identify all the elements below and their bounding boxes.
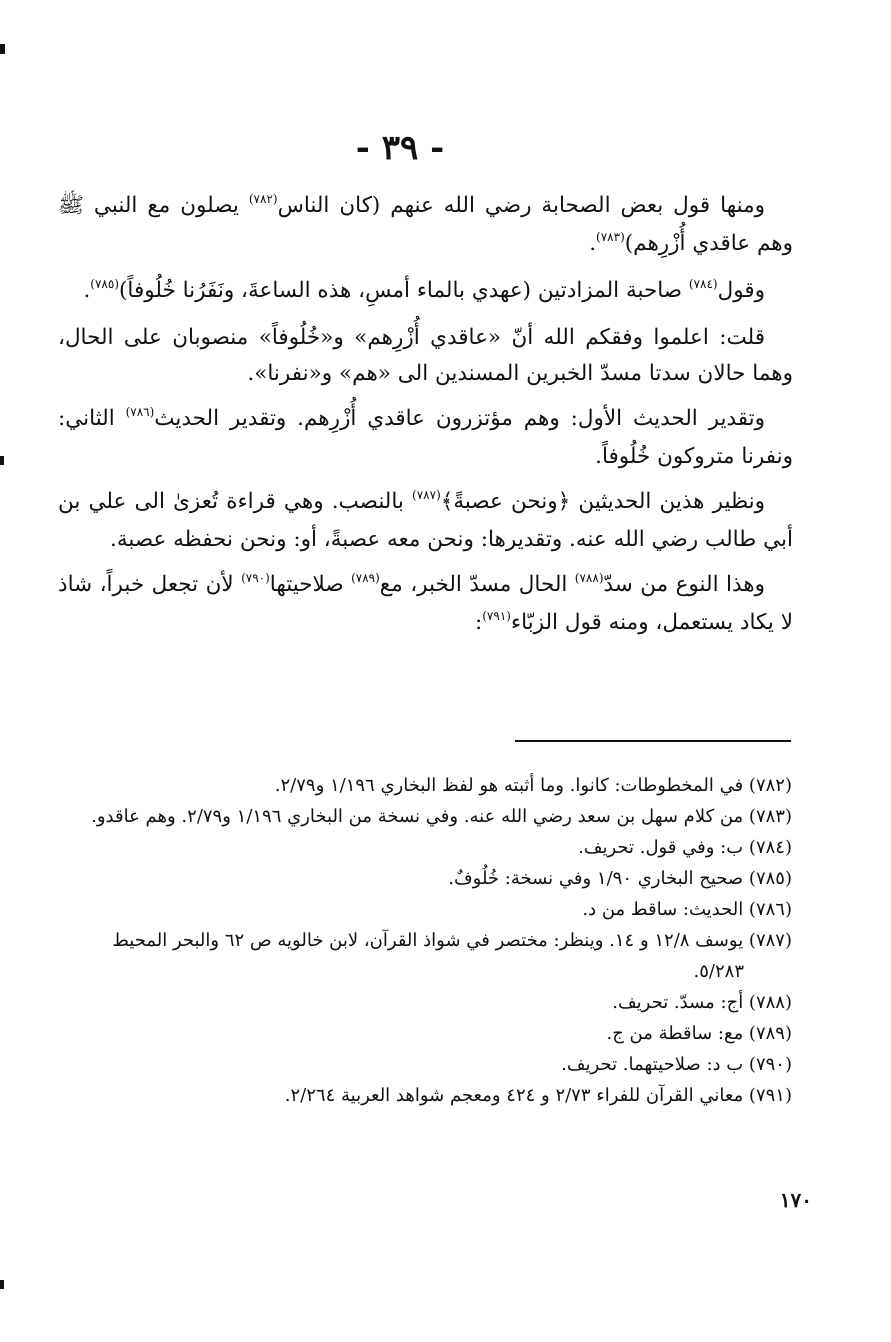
paragraph-text: . (83, 278, 91, 303)
paragraph-text: ونظير هذين الحديثين ﴿ونحن عصبةً﴾ (440, 489, 765, 514)
paragraph-text: صلاحيتها (269, 572, 352, 597)
footnote: (٧٨٦) الحديث: ساقط من د. (582, 899, 792, 920)
paragraph-text: الثاني: ونفرنا متروكون خُلُوفاً. (58, 406, 793, 469)
page-number: ١٧٠ (779, 1188, 812, 1212)
body-paragraph (58, 567, 793, 643)
paragraph-text: بالنصب. وهي قراءة تُعزىٰ الى علي بن أبي طالب رضي الله عنه. وتقديرها: ونحن معه عصبةً، أو: ونحن نحفظه عصبة. (58, 489, 793, 552)
footnote: (٧٨٥) صحيح البخاري ١/٩٠ وفي نسخة: خُلُوفٌ. (448, 868, 792, 889)
footnote-reference: (٧٨٨) (574, 571, 604, 585)
paragraph-text: ومنها قول بعض الصحابة رضي الله عنهم (كان الناس (277, 193, 765, 218)
footnote: (٧٩٠) ب د: صلاحيتهما. تحريف. (561, 1054, 792, 1075)
paragraph-text: لأن تجعل خبراً، شاذ لا يكاد يستعمل، ومنه قول الزبّاء (58, 572, 793, 635)
footnote: (٧٨٤) ب: وفي قول. تحريف. (578, 837, 792, 858)
body-paragraph (58, 484, 793, 558)
main-text (58, 188, 793, 652)
paragraph-text: صاحبة المزادتين (عهدي بالماء أمسِ، هذه الساعةَ، ونَفَرُنا خُلُوفاً) (119, 278, 689, 303)
paragraph-text: وتقدير الحديث الأول: وهم مؤتزرون عاقدي أُزْرِهم. وتقدير الحديث (154, 406, 765, 431)
footnote-reference: (٧٨٣) (596, 230, 625, 244)
footnote-reference: (٧٨٧) (412, 488, 441, 502)
body-paragraph (58, 401, 793, 475)
paragraph-text: وقول (717, 278, 765, 303)
scan-mark (0, 44, 5, 54)
body-paragraph (58, 188, 793, 264)
paragraph-text: . (589, 231, 597, 256)
footnote-reference: (٧٨٥) (90, 277, 119, 291)
footnote: (٧٩١) معاني القرآن للفراء ٢/٧٣ و ٤٢٤ ومعجم شواهد العربية ٢/٢٦٤. (284, 1085, 792, 1106)
footnote: (٧٨٨) أج: مسدّ. تحريف. (612, 992, 792, 1013)
paragraph-text: : (474, 610, 483, 635)
paragraph-text: يصلون مع النبي ﷺ وهم عاقدي أُزْرِهم) (58, 193, 793, 256)
footnote: (٧٨٣) من كلام سهل بن سعد رضي الله عنه. وفي نسخة من البخاري ١/١٩٦ و٢/٧٩. وهم عاقدو. (91, 806, 792, 827)
footnote-reference: (٧٨٢) (248, 192, 278, 206)
footnote-reference: (٧٨٦) (125, 405, 155, 419)
footnote-reference: (٧٨٩) (351, 571, 380, 585)
footnote-separator (515, 740, 791, 742)
paragraph-text: وهذا النوع من سدّ (603, 572, 765, 597)
section-number: - ٣٩ - (355, 128, 445, 168)
footnote: (٧٨٧) يوسف ١٢/٨ و ١٤. وينظر: مختصر في شواذ القرآن، لابن خالويه ص ٦٢ والبحر المحيط ٥/٢٨٣. (112, 930, 792, 982)
paragraph-text: قلت: اعلموا وفقكم الله أنّ «عاقدي أُزْرِهم» و«خُلُوفاً» منصوبان على الحال، وهما حالان سدتا مسدّ الخبرين المسندين الى «هم» و«نفرنا». (58, 325, 793, 386)
footnote-reference: (٧٩٠) (241, 571, 270, 585)
scan-mark (0, 1280, 4, 1289)
footnote: (٧٨٩) مع: ساقطة من ج. (606, 1023, 792, 1044)
body-paragraph (58, 320, 793, 392)
footnote-reference: (٧٩١) (482, 609, 511, 623)
scan-mark (0, 456, 4, 465)
body-paragraph (58, 273, 793, 311)
paragraph-text: الحال مسدّ الخبر، مع (379, 572, 575, 597)
footnote: (٧٨٢) في المخطوطات: كانوا. وما أثبته هو لفظ البخاري ١/١٩٦ و٢/٧٩. (274, 775, 792, 796)
footnote-reference: (٧٨٤) (688, 277, 718, 291)
footnotes (80, 770, 792, 1111)
